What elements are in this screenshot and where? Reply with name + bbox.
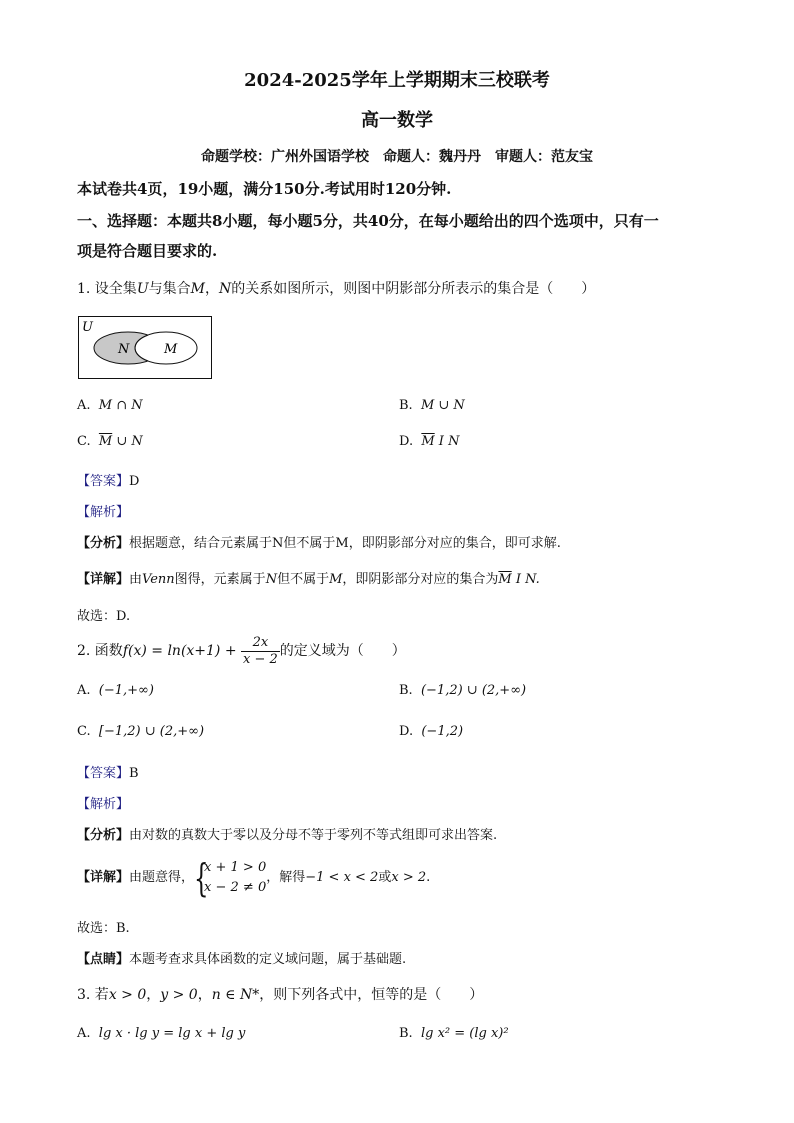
venn-label-n: N xyxy=(118,342,130,357)
venn-label-u: U xyxy=(82,320,93,335)
q2-answer: 【答案】B xyxy=(77,766,139,781)
q1-answer: 【答案】D xyxy=(77,474,140,489)
q2-inequality-system: { x + 1 > 0 x − 2 ≠ 0 xyxy=(194,855,267,900)
q1-stem: 1. 设全集U与集合M，N的关系如图所示，则图中阴影部分所表示的集合是（ ） xyxy=(77,281,596,297)
exam-title: 2024-2025学年上学期期末三校联考 xyxy=(244,70,550,91)
q2-analysis-tag: 【解析】 xyxy=(77,797,130,812)
q1-fenxi: 【分析】根据题意，结合元素属于N但不属于M，即阴影部分对应的集合，即可求解. xyxy=(77,536,561,551)
q1-choice: 故选：D. xyxy=(77,609,131,624)
q2-choice: 故选：B. xyxy=(77,921,130,936)
author-info: 命题学校：广州外国语学校 命题人：魏丹丹 审题人：范友宝 xyxy=(201,149,593,165)
q2-fenxi: 【分析】由对数的真数大于零以及分母不等于零列不等式组即可求出答案. xyxy=(77,828,498,843)
subject-title: 高一数学 xyxy=(361,110,433,131)
q2-option-b: B. (−1,2) ∪ (2,+∞) xyxy=(399,683,527,698)
q1-analysis-tag: 【解析】 xyxy=(77,505,130,520)
venn-label-m: M xyxy=(164,342,178,357)
q1-option-b: B. M ∪ N xyxy=(399,398,465,413)
q2-xiangjie: 【详解】由题意得， { x + 1 > 0 x − 2 ≠ 0 ，解得−1 < x < 2或x > 2. xyxy=(77,855,431,900)
q3-option-a: A. lg x · lg y = lg x + lg y xyxy=(77,1026,246,1041)
q2-dianjing: 【点睛】本题考查求具体函数的定义域问题，属于基础题. xyxy=(77,952,407,967)
section-heading-line2: 项是符合题目要求的. xyxy=(77,242,218,260)
section-heading-line1: 一、选择题：本题共8小题，每小题5分，共40分，在每小题给出的四个选项中，只有一 xyxy=(77,212,659,230)
q3-option-b: B. lg x² = (lg x)² xyxy=(399,1026,509,1041)
q2-fraction: $\frac{2x}{x - 2}$ xyxy=(243,634,278,667)
q2-option-d: D. (−1,2) xyxy=(399,724,464,739)
q2-option-a: A. (−1,+∞) xyxy=(77,683,154,698)
q1-option-a: A. M ∩ N xyxy=(77,398,143,413)
q2-stem: 2. 函数f(x) = ln(x+1) + $\frac{2x}{x - 2}$ 的定义域为（ ） xyxy=(77,634,406,667)
q1-option-c: C. $\overline{M}$ ∪ N xyxy=(77,434,143,449)
venn-diagram xyxy=(78,316,213,380)
q2-option-c: C. [−1,2) ∪ (2,+∞) xyxy=(77,724,205,739)
q1-xiangjie: 【详解】由Venn图得，元素属于N但不属于M，即阴影部分对应的集合为$\overline{M}$ I N. xyxy=(77,572,540,587)
q3-stem: 3. 若x > 0，y > 0，n ∈ N*，则下列各式中，恒等的是（ ） xyxy=(77,987,484,1003)
exam-intro: 本试卷共4页，19小题，满分150分.考试用时120分钟. xyxy=(77,180,452,198)
q1-option-d: D. $\overline{M}$ I N xyxy=(399,434,460,449)
